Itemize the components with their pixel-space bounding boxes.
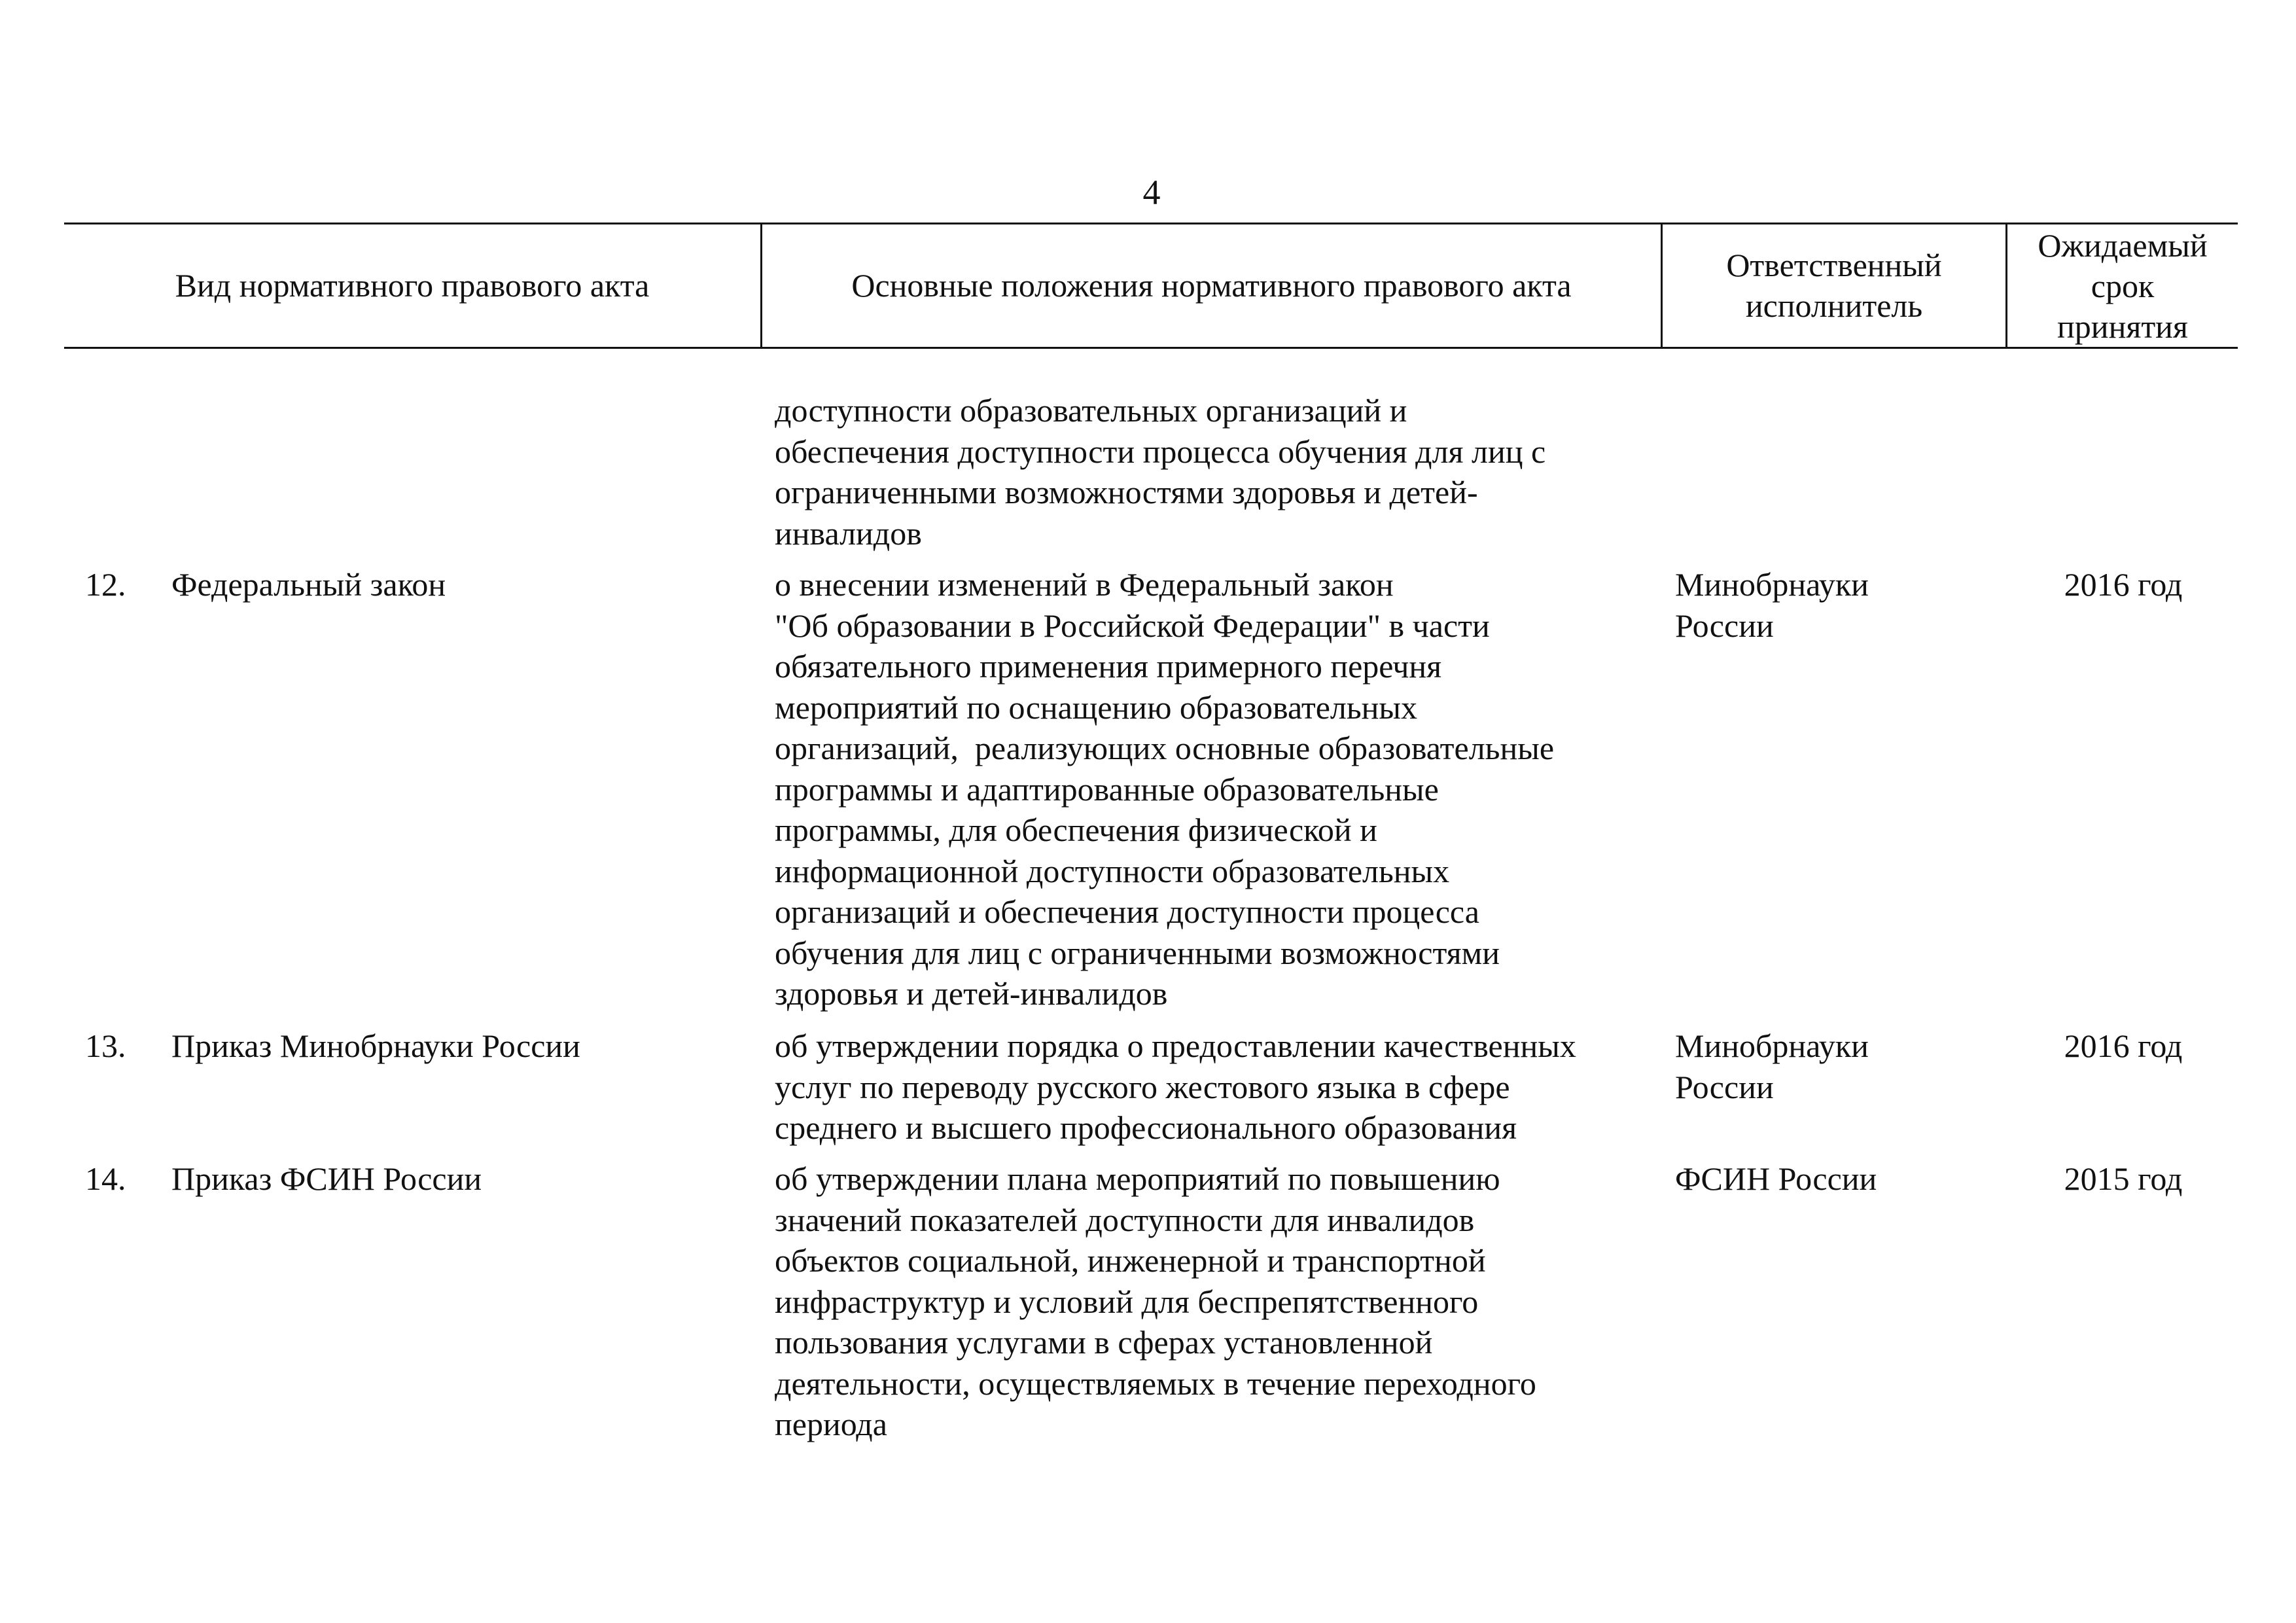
text-line: объектов социальной, инженерной и транспортной bbox=[775, 1242, 1486, 1279]
row-number: 12. bbox=[85, 566, 126, 603]
text-line: инвалидов bbox=[775, 514, 922, 552]
header-deadline bbox=[2007, 224, 2238, 348]
text-line: доступности образовательных организаций и bbox=[775, 392, 1407, 429]
text-line: программы и адаптированные образовательные bbox=[775, 770, 1439, 808]
text-line: "Об образовании в Российской Федерации" в части bbox=[775, 607, 1490, 644]
row-deadline: 2016 год bbox=[2064, 1027, 2183, 1064]
table-header-rule bbox=[64, 347, 2238, 349]
text-line: деятельности, осуществляемых в течение переходного bbox=[775, 1364, 1536, 1402]
header-provisions-text: Основные положения нормативного правового акта bbox=[851, 267, 1572, 304]
row-act-type: Федеральный закон bbox=[171, 566, 446, 603]
text-line: Минобрнауки bbox=[1675, 1027, 1869, 1064]
text-line: здоровья и детей-инвалидов bbox=[775, 975, 1168, 1012]
text-line: мероприятий по оснащению образовательных bbox=[775, 688, 1418, 726]
header-executor-line: Ответственный bbox=[1726, 247, 1942, 283]
header-deadline-line: Ожидаемый bbox=[2038, 227, 2208, 264]
header-deadline-line: срок bbox=[2091, 268, 2155, 304]
text-line: об утверждении плана мероприятий по повышению bbox=[775, 1160, 1500, 1197]
text-line: пользования услугами в сферах установленной bbox=[775, 1324, 1433, 1361]
text-line: среднего и высшего профессионального образования bbox=[775, 1109, 1517, 1146]
text-line: обязательного применения примерного перечня bbox=[775, 648, 1442, 685]
text-line: обучения для лиц с ограниченными возможностями bbox=[775, 934, 1500, 971]
text-line: значений показателей доступности для инвалидов bbox=[775, 1201, 1475, 1238]
row-deadline: 2015 год bbox=[2064, 1160, 2183, 1197]
text-line: информационной доступности образовательных bbox=[775, 852, 1450, 889]
text-line: Минобрнауки bbox=[1675, 566, 1869, 603]
text-line: инфраструктур и условий для беспрепятственного bbox=[775, 1283, 1479, 1320]
text-line: организаций и обеспечения доступности процесса bbox=[775, 893, 1479, 930]
text-line: об утверждении порядка о предоставлении качественных bbox=[775, 1027, 1576, 1064]
text-line: ограниченными возможностями здоровья и детей- bbox=[775, 474, 1478, 510]
text-line: России bbox=[1675, 1068, 1774, 1105]
row-act-type: Приказ ФСИН России bbox=[171, 1160, 482, 1197]
text-line: о внесении изменений в Федеральный закон bbox=[775, 566, 1394, 603]
row-act-type: Приказ Минобрнауки России bbox=[171, 1027, 580, 1064]
row-deadline: 2016 год bbox=[2064, 566, 2183, 603]
text-line: программы, для обеспечения физической и bbox=[775, 812, 1377, 848]
text-line: России bbox=[1675, 607, 1774, 644]
continued-provisions bbox=[775, 390, 1678, 554]
row-provisions bbox=[775, 1026, 1678, 1149]
text-line: ФСИН России bbox=[1675, 1160, 1877, 1197]
header-executor-line: исполнитель bbox=[1745, 287, 1923, 324]
row-executor bbox=[1675, 564, 2002, 646]
text-line: услуг по переводу русского жестового языка в сфере bbox=[775, 1068, 1510, 1105]
header-deadline-line: принятия bbox=[2057, 308, 2188, 345]
row-executor bbox=[1675, 1158, 2002, 1200]
header-executor bbox=[1663, 224, 2005, 347]
text-line: организаций, реализующих основные образовательные bbox=[775, 730, 1555, 766]
text-line: периода bbox=[775, 1406, 887, 1442]
row-provisions bbox=[775, 1158, 1678, 1445]
text-line: обеспечения доступности процесса обучения для лиц с bbox=[775, 433, 1546, 470]
header-provisions bbox=[762, 224, 1661, 347]
row-number: 14. bbox=[85, 1160, 126, 1197]
page-number: 4 bbox=[1142, 173, 1161, 212]
row-provisions bbox=[775, 564, 1678, 1014]
header-act-type bbox=[64, 224, 760, 347]
row-number: 13. bbox=[85, 1027, 126, 1064]
row-executor bbox=[1675, 1026, 2002, 1107]
header-act-type-text: Вид нормативного правового акта bbox=[175, 267, 650, 304]
